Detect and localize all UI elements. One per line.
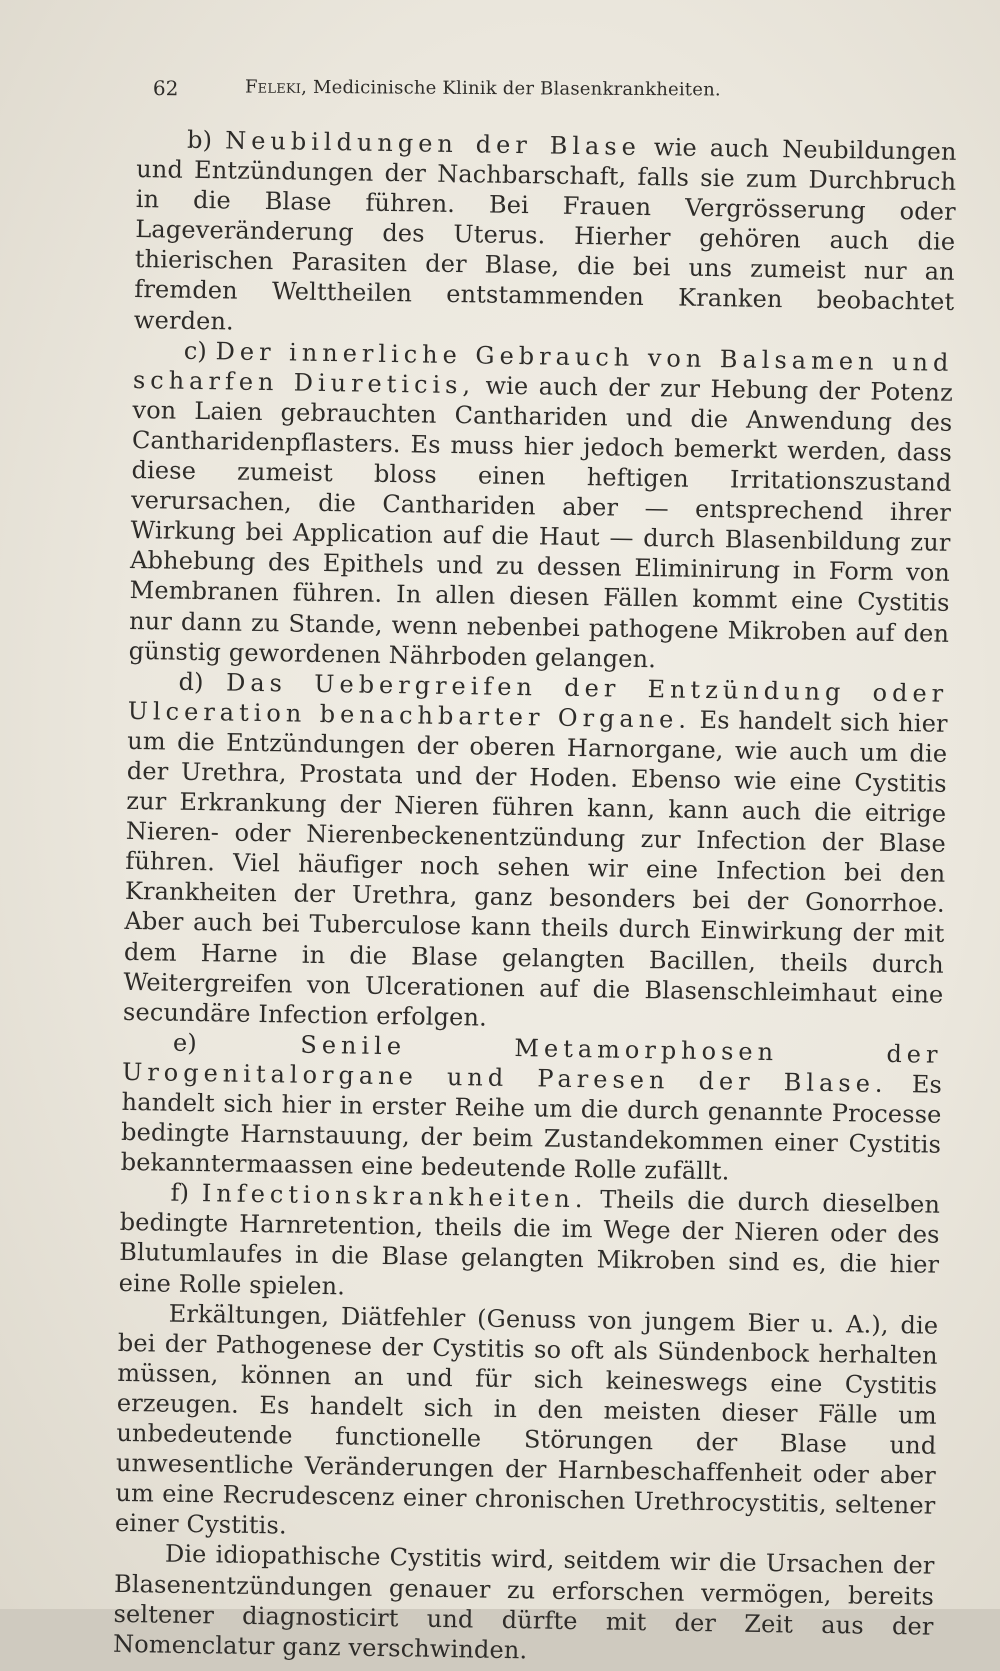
paragraph-heading: Senile Metamorphosen der Urogenitalorgane und Paresen der Blase. — [121, 1030, 943, 1098]
page-header — [153, 76, 813, 110]
paragraph-text: Theils die durch dieselben bedingte Harnretention, theils die im Wege der Nieren oder des Blutumlaufes in die Blase gelangten Mikroben sind es, die hier eine Rolle spielen. — [118, 1185, 941, 1300]
paragraph-heading: Infectionskrankheiten. — [201, 1179, 588, 1214]
page-number: 62 — [152, 76, 179, 101]
running-head — [153, 76, 813, 101]
paragraph-lead: c) — [183, 336, 216, 365]
paragraph-idiopathische — [113, 1538, 935, 1671]
running-head-author: Feleki, — [244, 76, 308, 98]
paragraph-text: Es handelt sich hier um die Entzündungen der oberen Harnorgane, wie auch um die der Urethra, Prostata und der Hoden. Ebenso wie eine Cystitis zur Erkrankung der Nieren führen kann, kann auch die eitrige Nieren- oder Nierenbeckenentzündung zur Infection der Blase führen. Viel häufiger noch sehen wir eine Infection bei den Krankheiten der Urethra, ganz besonders bei der Gonorrhoe. Aber auch bei Tuberculose kann theils durch Einwirkung der mit dem Harne in die Blase gelangten Bacillen, theils durch Weitergreifen von Ulcerationen auf die Blasenschleimhaut eine secundäre Infection erfolgen. — [122, 705, 948, 1032]
paragraph-c — [128, 335, 953, 679]
paragraph-erkaeltungen — [115, 1298, 939, 1552]
paragraph-heading: Neubildungen der Blase — [225, 126, 642, 161]
paragraph-text: Erkältungen, Diätfehler (Genuss von jungem Bier u. A.), die bei der Pathogenese der Cystitis so oft als Sündenbock herhalten müssen, können an und für sich keineswegs eine Cystitis erzeugen. Es handelt sich in den meisten dieser Fälle um unbedeutende functionelle Störungen der Blase und unwesentliche Veränderungen der Harnbeschaffenheit oder aber um eine Recrudescenz einer chronischen Urethrocystitis, seltener einer Cystitis. — [114, 1299, 939, 1540]
paragraph-lead: f) — [170, 1178, 203, 1208]
paragraph-d — [123, 666, 949, 1040]
paragraph-heading: Der innerliche Gebrauch von Balsamen und scharfen Diureticis, — [132, 336, 954, 400]
paragraph-text: wie auch der zur Hebung der Potenz von Laien gebrauchten Canthariden und die Anwendung des Cantharidenpflasters. Es muss hier jedoch bemerkt werden, dass diese zumeist bloss einen heftigen Irritationszustand verursachen, die Canthariden aber — entsprechend ihrer Wirkung bei Application auf die Haut — durch Blasenbildung zur Abhebung des Epithels und zu dessen Eliminirung in Form von Membranen führen. In allen diesen Fällen kommt eine Cystitis nur dann zu Stande, wenn nebenbei pathogene Mikroben auf den günstig gewordenen Nährboden gelangen. — [128, 371, 954, 673]
paragraph-e — [120, 1027, 942, 1190]
body-text — [113, 124, 957, 1671]
running-head-title: Medicinische Klinik der Blasenkrankheiten. — [312, 76, 721, 101]
paragraph-f — [119, 1177, 941, 1310]
paragraph-text: wie auch Neubildungen und Entzündungen der Nachbarschaft, falls sie zum Durchbruch in die Blase führen. Bei Frauen Vergrösserung oder Lageveränderung des Uterus. Hierher gehören auch die thierischen Parasiten der Blase, die bei uns zumeist nur an fremden Welttheilen entstammenden Kranken beobachtet werden. — [133, 132, 957, 336]
paragraph-b — [134, 124, 957, 348]
paragraph-lead: d) — [178, 667, 227, 697]
paragraph-lead: e) — [172, 1028, 301, 1059]
paragraph-text: Die idiopathische Cystitis wird, seitdem wir die Ursachen der Blasenentzündungen genauer zu erforschen vermögen, bereits seltener diagnosticirt und dürfte mit der Zeit aus der Nomenclatur ganz verschwinden. — [112, 1540, 935, 1665]
paragraph-lead: b) — [186, 125, 226, 155]
paragraph-text: Es handelt sich hier in erster Reihe um die durch genannte Processe bedingte Harnstauung, der beim Zustandekommen einer Cystitis bekanntermaassen eine bedeutende Rolle zufällt. — [120, 1069, 943, 1186]
paragraph-heading: Das Uebergreifen der Entzündung oder Ulceration benachbarter Organe. — [127, 668, 949, 734]
